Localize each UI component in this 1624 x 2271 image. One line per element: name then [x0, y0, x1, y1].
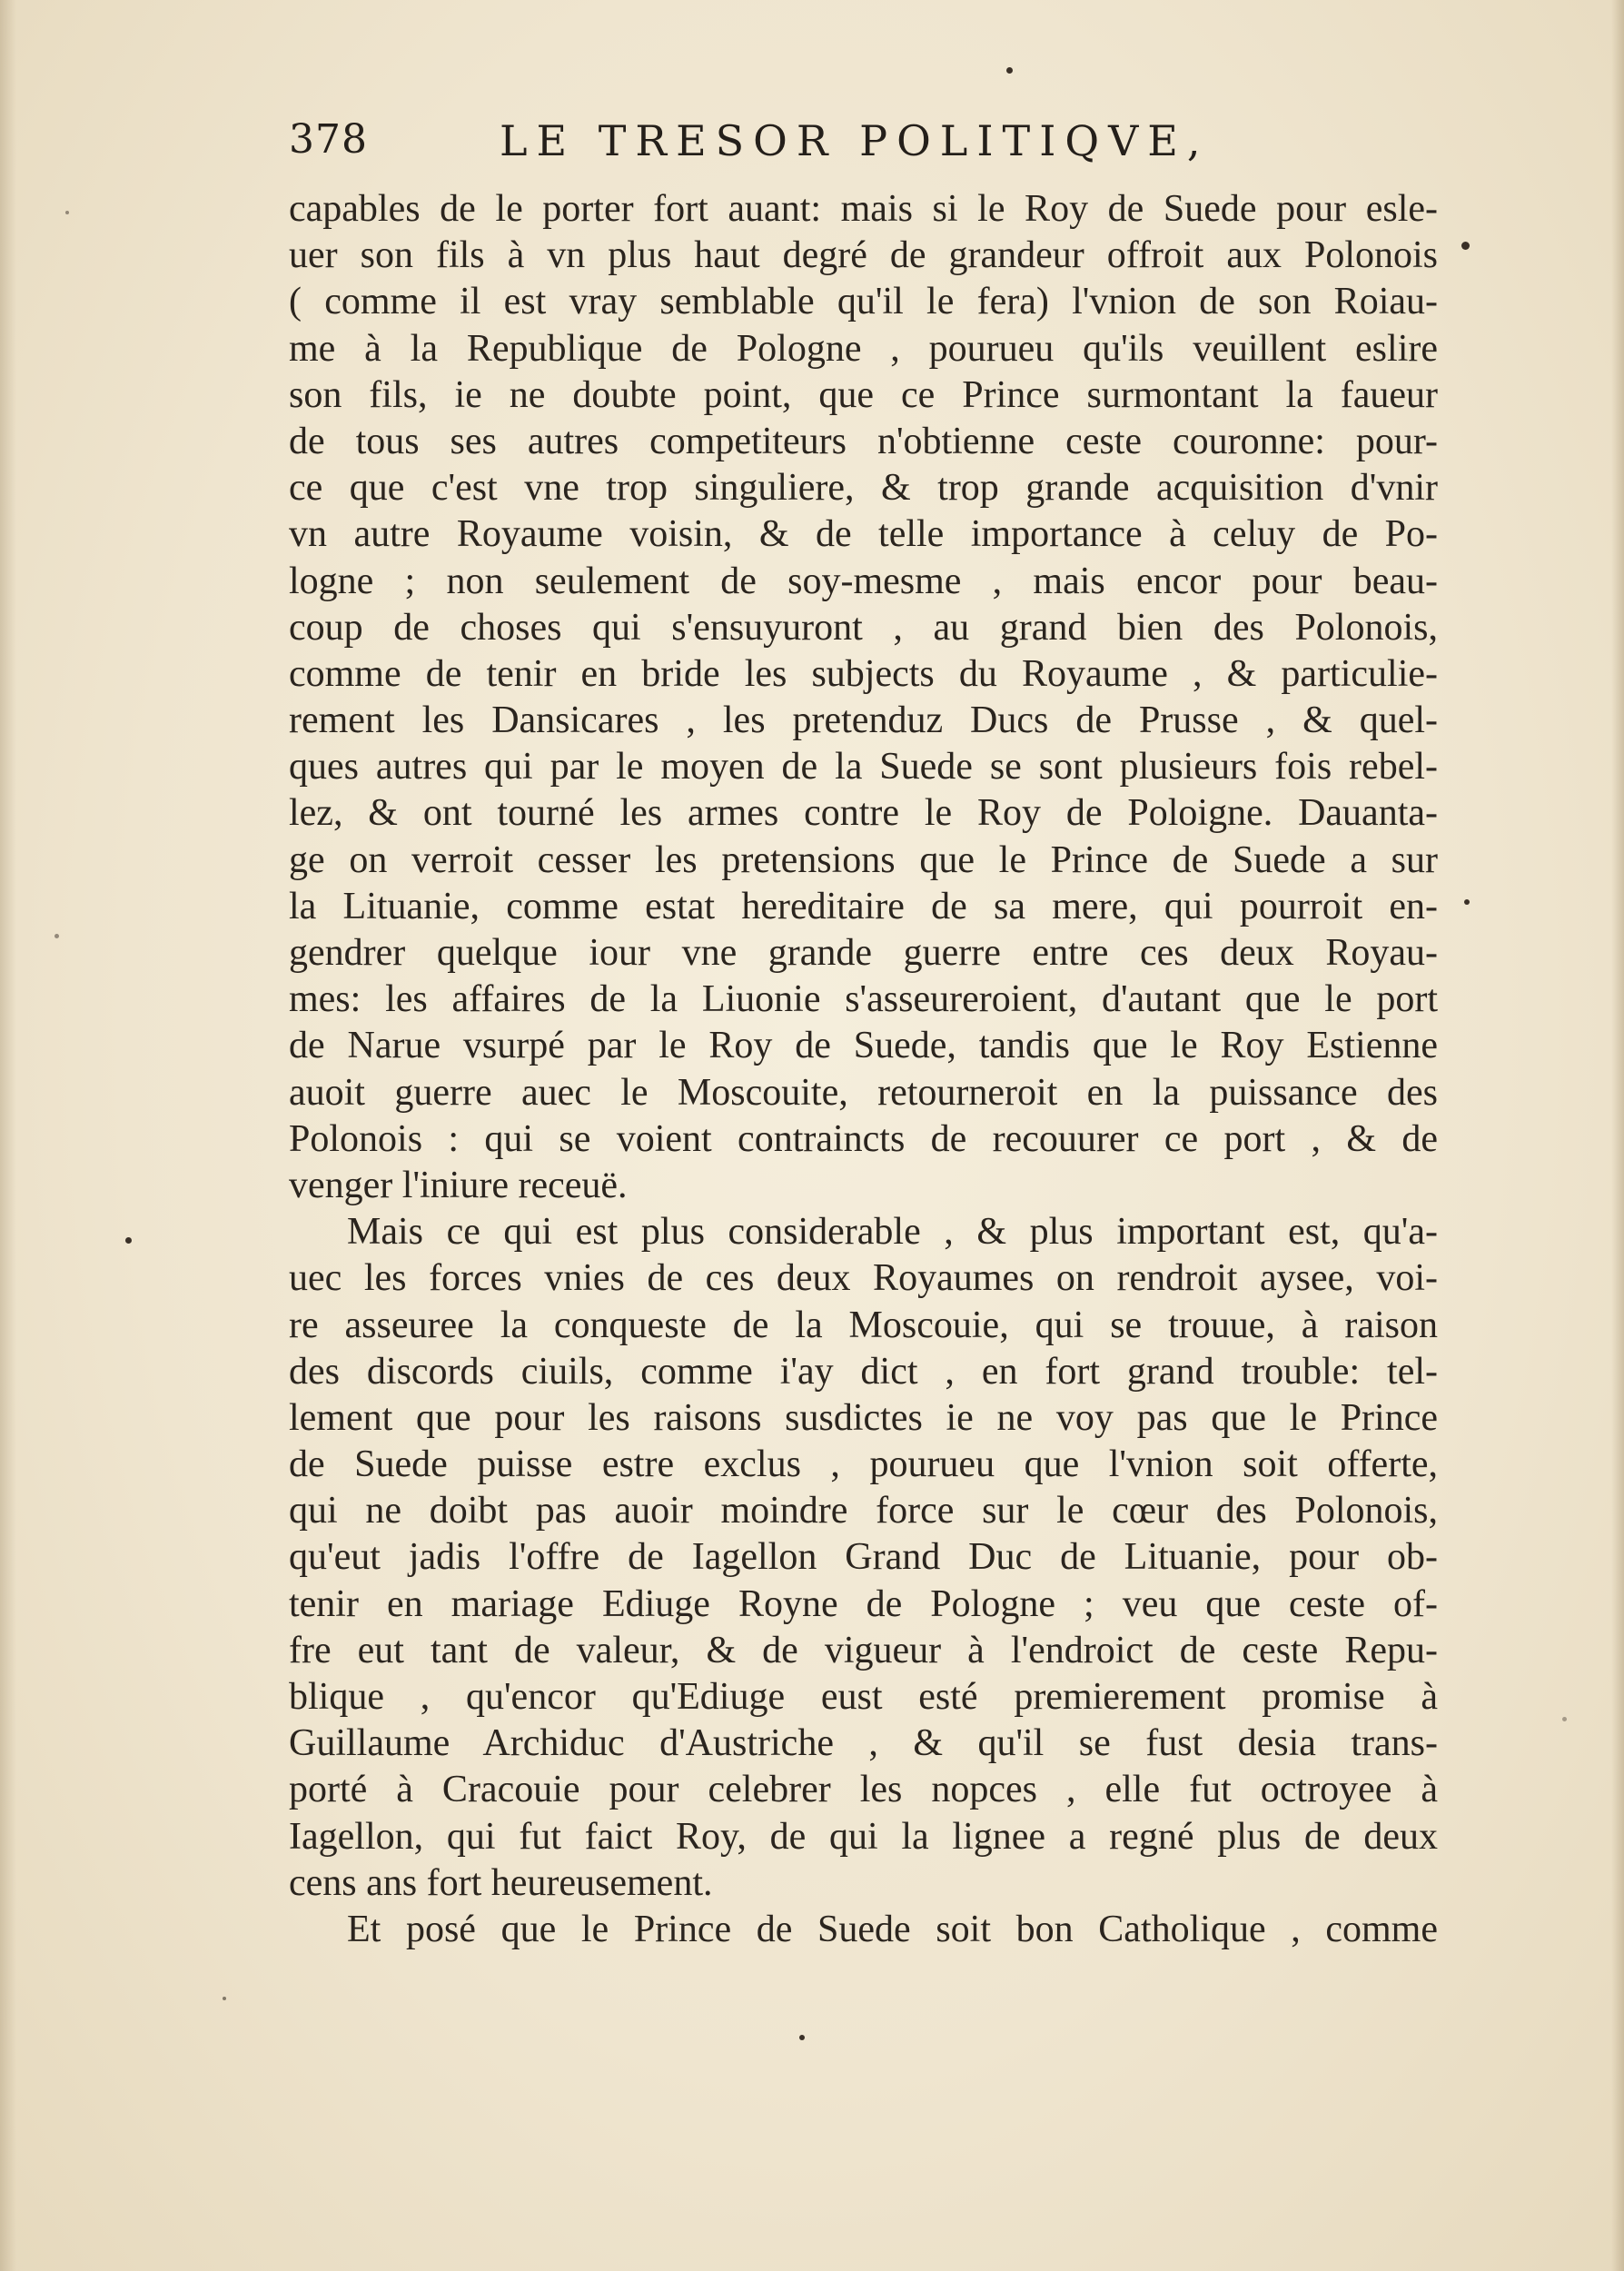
paragraph-last-line: cens ans fort heureusement. [289, 1861, 713, 1904]
text-line: rement les Dansicares , les pretenduz Ducs de Prusse , & quel- [289, 699, 1438, 742]
text-line: mes: les affaires de la Liuonie s'asseureroient, d'autant que le port [289, 978, 1438, 1021]
text-line: des discords ciuils, comme i'ay dict , en fort grand trouble: tel- [289, 1350, 1438, 1393]
text-line: porté à Cracouie pour celebrer les nopces , elle fut octroyee à [289, 1769, 1438, 1811]
text-line: gendrer quelque iour vne grande guerre entre ces deux Royau- [289, 932, 1438, 974]
ink-speck [54, 934, 59, 938]
text-line: auoit guerre auec le Moscouite, retourneroit en la puissance des [289, 1071, 1438, 1114]
paragraph-first-line: Et posé que le Prince de Suede soit bon Catholique , comme [347, 1908, 1438, 1950]
text-line: Iagellon, qui fut faict Roy, de qui la lignee a regné plus de deux [289, 1815, 1438, 1858]
text-line: Polonois : qui se voient contraincts de recouurer ce port , & de [289, 1117, 1438, 1160]
text-line: fre eut tant de valeur, & de vigueur à l'endroict de ceste Repu- [289, 1629, 1438, 1671]
text-line: ce que c'est vne trop singuliere, & trop grande acquisition d'vnir [289, 467, 1438, 510]
text-line: comme de tenir en bride les subjects du Royaume , & particulie- [289, 652, 1438, 695]
text-line: Guillaume Archiduc d'Austriche , & qu'il se fust desia trans- [289, 1722, 1438, 1765]
text-line: de Narue vsurpé par le Roy de Suede, tandis que le Roy Estienne [289, 1025, 1438, 1067]
text-line: uec les forces vnies de ces deux Royaumes on rendroit aysee, voi- [289, 1257, 1438, 1300]
text-line: blique , qu'encor qu'Ediuge eust esté premierement promise à [289, 1676, 1438, 1718]
text-line: uer son fils à vn plus haut degré de grandeur offroit aux Polonois [289, 234, 1438, 277]
page-header [289, 116, 1261, 171]
text-line: ques autres qui par le moyen de la Suede se sont plusieurs fois rebel- [289, 746, 1438, 788]
text-line: tenir en mariage Ediuge Royne de Pologne ; veu que ceste of- [289, 1582, 1438, 1625]
text-line: de Suede puisse estre exclus , pourueu que l'vnion soit offerte, [289, 1443, 1438, 1486]
text-line: de tous ses autres competiteurs n'obtienne ceste couronne: pour- [289, 420, 1438, 462]
text-line: la Lituanie, comme estat hereditaire de sa mere, qui pourroit en- [289, 885, 1438, 927]
ink-speck [1562, 1717, 1567, 1721]
text-line: capables de le porter fort auant: mais si le Roy de Suede pour esle- [289, 188, 1438, 230]
text-line: vn autre Royaume voisin, & de telle importance à celuy de Po- [289, 513, 1438, 556]
text-line: lez, & ont tourné les armes contre le Roy de Poloigne. Dauanta- [289, 792, 1438, 835]
text-line: coup de choses qui s'ensuyuront , au grand bien des Polonois, [289, 606, 1438, 649]
text-line: ge on verroit cesser les pretensions que le Prince de Suede a sur [289, 838, 1438, 881]
paragraph-first-line: Mais ce qui est plus considerable , & plus important est, qu'a- [347, 1211, 1438, 1254]
ink-speck [799, 2035, 805, 2040]
paragraph-last-line: venger l'iniure receuë. [289, 1164, 628, 1206]
page-right-edge [1611, 0, 1624, 2271]
text-line: qui ne doibt pas auoir moindre force sur le cœur des Polonois, [289, 1490, 1438, 1532]
text-line: ( comme il est vray semblable qu'il le fera) l'vnion de son Roiau- [289, 281, 1438, 323]
ink-speck [223, 1997, 226, 2000]
ink-speck [1464, 899, 1470, 905]
ink-speck [65, 211, 69, 214]
text-line: logne ; non seulement de soy-mesme , mais encor pour beau- [289, 560, 1438, 602]
page-number: 378 [289, 116, 368, 163]
text-line: re asseuree la conqueste de la Moscouie, qui se trouue, à raison [289, 1304, 1438, 1346]
text-line: son fils, ie ne doubte point, que ce Prince surmontant la faueur [289, 373, 1438, 416]
ink-speck [125, 1237, 132, 1244]
text-line: me à la Republique de Pologne , pourueu qu'ils veuillent eslire [289, 327, 1438, 370]
page-left-edge [0, 0, 16, 2271]
ink-speck [1006, 67, 1013, 74]
text-line: lement que pour les raisons susdictes ie ne voy pas que le Prince [289, 1396, 1438, 1439]
text-line: qu'eut jadis l'offre de Iagellon Grand Duc de Lituanie, pour ob- [289, 1536, 1438, 1579]
body-text [289, 186, 1438, 1953]
running-title: LE TRESOR POLITIQVE, [500, 116, 1210, 165]
ink-speck [1461, 242, 1470, 250]
